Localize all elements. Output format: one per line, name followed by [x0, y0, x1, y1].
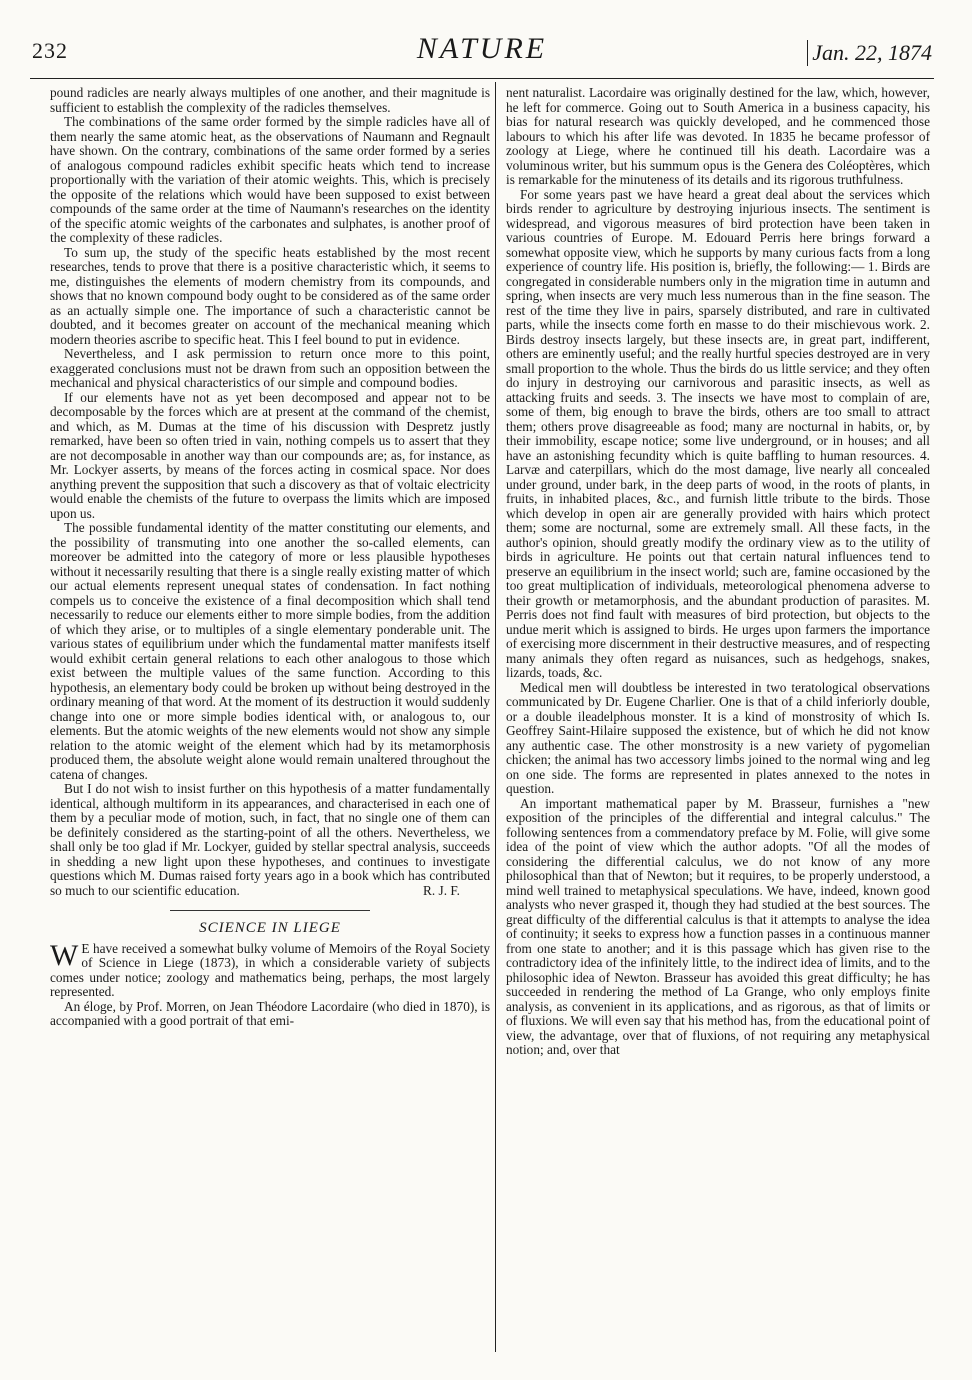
paragraph: To sum up, the study of the specific heats established by the most recent researches, tends to prove that there is a positive characteristic which, it seems to me, distinguishes the elements of modern chemistry from its compounds, and shows that no known compound body ought to be considered as of the same order as an actually simple one. The importance of such a characteristic cannot be doubted, and it becomes greater on account of the mechanical meaning which modern theories ascribe to specific heat. This I feel bound to put in evidence. — [50, 244, 490, 347]
page-number: 232 — [32, 38, 68, 63]
paragraph: The possible fundamental identity of the matter constituting our elements, and the possibility of transmuting into one another the so-called elements, can moreover be admitted into the category of more or less plausible hypotheses without it necessarily resulting that there is a single really existing matter of which our actual elements represent unequal states of condensation. In fact nothing compels us to conceive the existence of a final decomposition which shall tend necessarily to reduce our elements either to more simple bodies, from the addition of which they arise, or to multiples of a single elementary ponderable unit. The various states of equilibrium under which the fundamental matter manifests itself would exhibit certain general relations to each other analogous to those which exist between the multiple values of the same function. According to this hypothesis, an elementary body could be broken up without being destroyed in the ordinary meaning of that word. At the moment of its destruction it would suddenly change into one or more simple bodies identical with, or analogous to, our elements. But the atomic weights of the new elements would not show any simple relation to the atomic weight of the element which had by its metamorphosis produced them, the absolute weight alone would remain unaltered throughout the catena of changes. — [50, 520, 490, 782]
paragraph: For some years past we have heard a great deal about the services which birds render to agriculture by destroying injurious insects. The sentiment is widespread, and vigorous measures of bird protection have been taken in various countries of Europe. M. Edouard Perris here brings forward a somewhat opposite view, which he supports by many curious facts from a long experience of country life. His position is, briefly, the following:— 1. Birds are congregated in considerable numbers only in the migration time in autumn and spring, when insects are very much less numerous than in the fine season. The rest of the time they live in pairs, sparsely distributed, and rare in cultivated parts, while the insects come forth en masse to do their mischievous work. 2. Birds destroy insects largely, but these insects are, in great part, indifferent, others are eminently useful; and the really hurtful species destroyed are in very small proportion to the whole. Thus the birds do us little service; and they often do injury in destroying our carnivorous and parasitic insects, as well as attacking fruits and seeds. 3. The insects we have most to complain of are, some of them, big enough to brave the birds, others are too small to attract them; others prove disagreeable as food; many are nocturnal in habits, or, by their immobility, escape notice; some live underground, or in houses; and all have an astonishing fecundity which is quite baffling to human resources. 4. Larvæ and caterpillars, which do the most damage, live nearly all concealed under ground, under bark, in the deep parts of wood, in the roots of plants, in fruits, in inhabited places, &c., and furnish little tribute to the birds. Those which develop in open air are generally provided with hairs which protect them; some are nocturnal, some are extremely small. All these facts, in the author's opinion, should greatly modify the ordinary view as to the utility of birds in agriculture. He points out that certain natural influences tend to preserve an equilibrium in the insect world; such are, famine occasioned by the too great multiplication of individuals, meteorological phenomena adverse to their growth or metamorphosis, and the abundant production of parasites. M. Perris does not find fault with measures of bird protection, but objects to the undue merit which is assigned to birds. He urges upon farmers the importance of exercising more discernment in their destructive measures, and of respecting many animals they often regard as nuisances, such as hedgehogs, snakes, lizards, toads, &c. — [506, 186, 930, 680]
page-header — [32, 28, 932, 76]
header-rule — [30, 78, 934, 79]
paragraph-with-signature — [50, 782, 490, 898]
column-divider — [495, 82, 496, 1352]
paragraph: An éloge, by Prof. Morren, on Jean Théodore Lacordaire (who died in 1870), is accompanied with a good portrait of that emi- — [50, 998, 490, 1028]
issue-date: Jan. 22, 1874 — [807, 40, 932, 66]
right-column — [506, 86, 930, 1058]
section-intro — [50, 938, 490, 1000]
paragraph: An important mathematical paper by M. Brasseur, furnishes a "new exposition of the principles of the differential and integral calculus." The following sentences from a commendatory preface by M. Folie, will give some idea of the point of view which the author adopts. "Of all the modes of considering the differential calculus, we do not know of any more philosophical than that of Newton; but it requires, to be properly understood, a mind well trained to metaphysical speculations. We have, indeed, known good analysts who never grasped it, though they had studied at the best sources. The great difficulty of the differential calculus is that it attempts to analyse the idea of continuity; it seeks to express how a function passes in a continuous manner from one state to another; and it is this passage which has given rise to the contradictory idea of the infinitely little, to the indirect idea of limits, and to the philosophic idea of Newton. Brasseur has avoided this great difficulty; he has succeeded in rendering the method of La Grange, who only employs finite analysis, as convenient in its applications, and as rigorous, as that of limits or of fluxions. We will even say that his method has, from the educational point of view, the advantage, over that of fluxions, of not requiring any metaphysical notion; and, over that — [506, 795, 930, 1057]
section-divider — [170, 910, 370, 911]
paragraph: nent naturalist. Lacordaire was originally destined for the law, which, however, he left for commerce. Going out to South America in a business capacity, his bias for natural research was quickly developed, and he commenced those labours to which his after life was devoted. In 1835 he became professor of zoology at Liege, where he continued till his death. Lacordaire was a voluminous writer, but his summum opus is the Genera des Coléoptères, which is remarkable for the minuteness of its details and its rigorous truthfulness. — [506, 85, 930, 187]
paragraph: Medical men will doubtless be interested in two teratological observations communicated by Dr. Eugene Charlier. One is that of a child inferiorly double, or a double ileadelphous monster. It is a kind of monstrosity of which Is. Geoffrey Saint-Hilaire supposed the existence, but of which he did not know any authentic case. The other monstrosity is a new variety of pygomelian chicken; the animal has two accessory limbs joined to the normal wing and leg on one side. The forms are represented in plates annexed to the notes in question. — [506, 679, 930, 796]
section-title: SCIENCE IN LIEGE — [199, 920, 341, 936]
paragraph: pound radicles are nearly always multiples of one another, and their magnitude is sufficient to establish the complexity of the radicles themselves. — [50, 85, 490, 115]
paragraph: E have received a somewhat bulky volume of Memoirs of the Royal Society of Science in Liege (1873), in which a considerable variety of subjects comes under notice; zoology and mathematics being, perhaps, the most largely represented. — [50, 940, 490, 999]
paragraph: Nevertheless, and I ask permission to return once more to this point, exaggerated conclusions must not be drawn from such an opposition between the mechanical and physical characteristics of our simple and compound bodies. — [50, 346, 490, 390]
author-signature: R. J. F. — [423, 882, 460, 898]
paragraph: The combinations of the same order formed by the simple radicles have all of them nearly the same atomic heat, as the observations of Naumann and Regnault have shown. On the contrary, combinations of the same order formed by a series of analogous compound radicles exhibit specific heats which tend to increase proportionally with the variation of their atomic weights. This, which is precisely the opposite of the relations which would have been supposed to exist between compounds of the same order at the time of Naumann's researches on the identity of the specific atomic weights of the carbonates and sulphates, is another proof of the complexity of these radicles. — [50, 114, 490, 245]
drop-cap: W — [50, 938, 79, 972]
left-column — [50, 86, 490, 1029]
paragraph: If our elements have not as yet been decomposed and appear not to be decomposable by the forces which are at present at the command of the chemist, and which, as M. Dumas at the time of his discussion with Despretz justly remarked, have been so often tried in vain, nothing compels us to assert that they are not decomposable in another way than our compounds are; as, for instance, as Mr. Lockyer asserts, by means of the forces acting in cosmical space. Nor does anything prevent the supposition that such a discovery as that of voltaic electricity would enable the chemists of the future to overpass the limits which are imposed upon us. — [50, 389, 490, 521]
paragraph: But I do not wish to insist further on this hypothesis of a matter fundamentally identical, although multiform in its appearances, and characterised in each one of them by a peculiar mode of motion, such, in fact, that no single one of them can be definitely considered as the starting-point of all the others. Nevertheless, we shall only be too glad if Mr. Lockyer, guided by stellar spectral analysis, succeeds in shedding a new light upon these hypotheses, and continues to investigate questions which M. Dumas raised forty years ago in a book which has contributed so much to our scientific education. — [50, 781, 490, 898]
journal-title: NATURE — [416, 32, 548, 65]
